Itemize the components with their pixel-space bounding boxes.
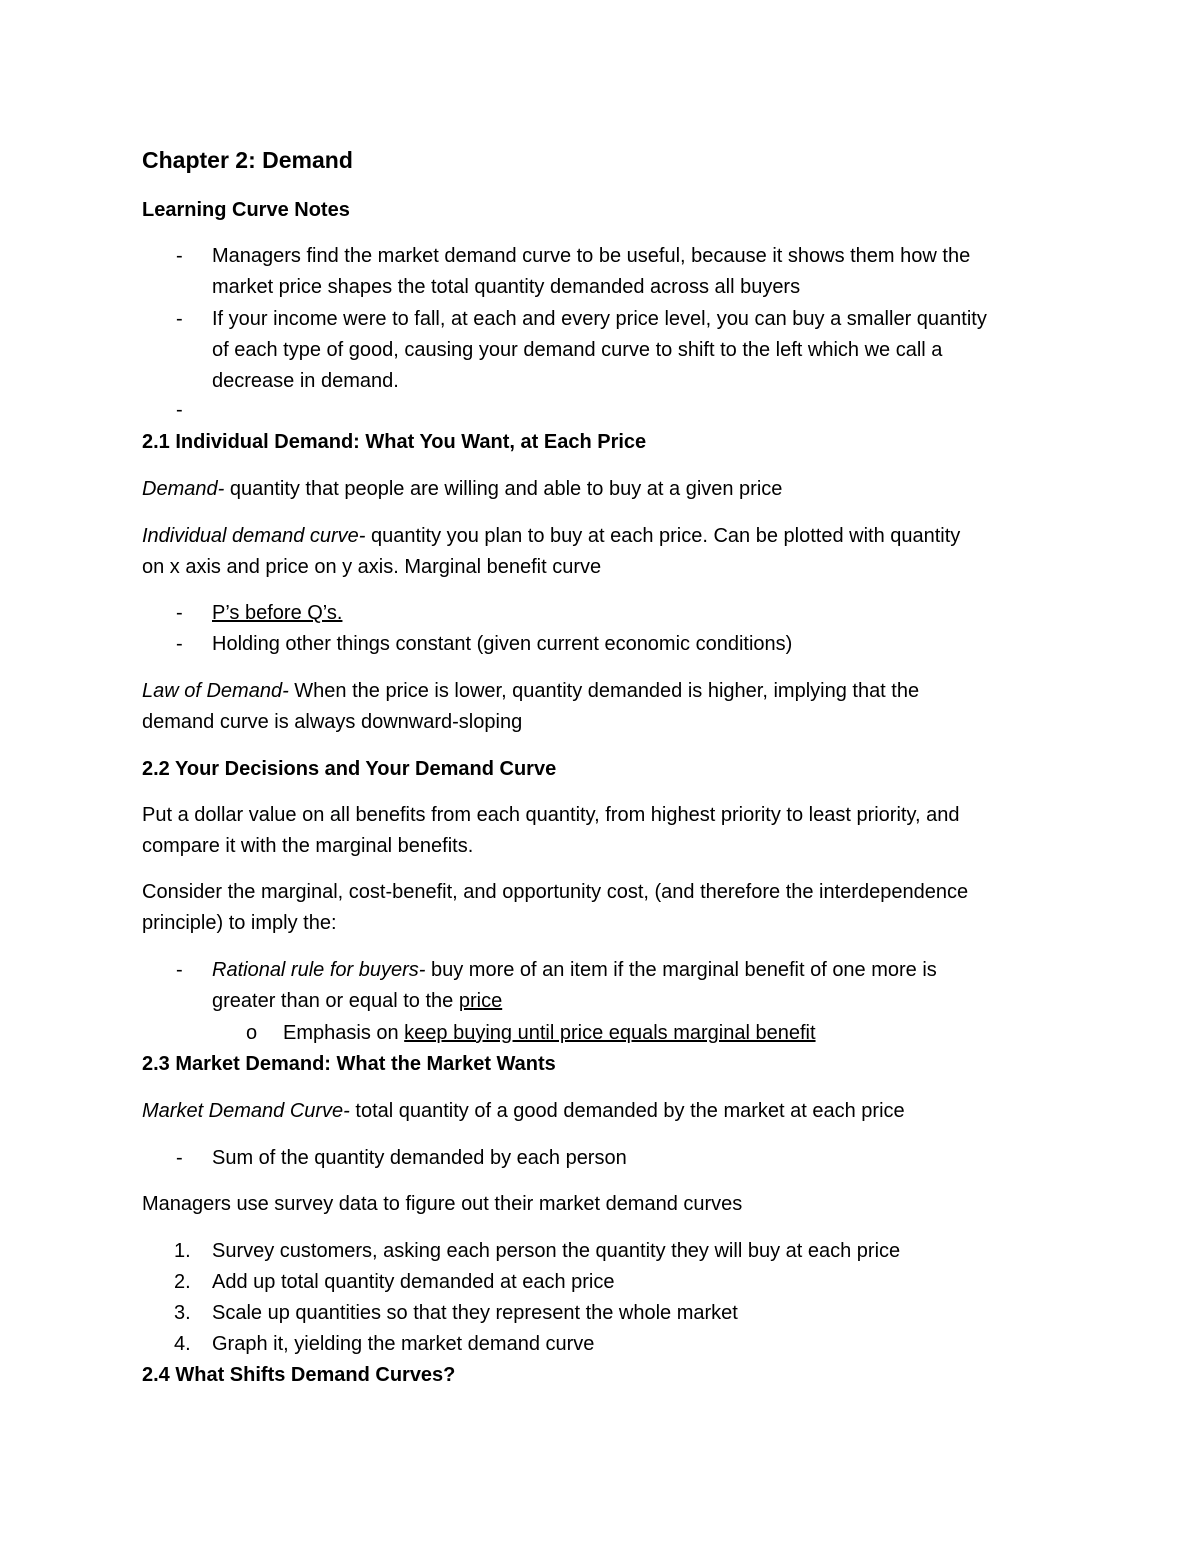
law-of-demand-line1 <box>142 679 919 703</box>
s22-p1-line1: Put a dollar value on all benefits from each quantity, from highest priority to least priority, and <box>142 804 960 826</box>
s21-bullet1: P’s before Q’s. <box>212 602 343 624</box>
lc-bullet1-line1: Managers find the market demand curve to be useful, because it shows them how the <box>212 245 971 267</box>
section-2-2-heading: 2.2 Your Decisions and Your Demand Curve <box>142 758 557 780</box>
s21-bullet2: Holding other things constant (given current economic conditions) <box>212 633 793 655</box>
rule-def2-underlined: price <box>458 990 503 1012</box>
s23-p1: Managers use survey data to figure out their market demand curves <box>142 1193 743 1215</box>
bullet-dash: - <box>176 308 183 330</box>
rule-def2: greater than or equal to the <box>212 990 459 1012</box>
demand-def: quantity that people are willing and able to buy at a given price <box>224 478 783 500</box>
bullet-dash: - <box>176 633 183 655</box>
idc-term: Individual demand curve- <box>142 525 366 547</box>
mdc-def: total quantity of a good demanded by the market at each price <box>349 1100 905 1122</box>
rule-def1: buy more of an item if the marginal benefit of one more is <box>425 959 937 981</box>
step-number: 1. <box>174 1240 191 1262</box>
idc-definition-line2: on x axis and price on y axis. Marginal benefit curve <box>142 556 602 578</box>
bullet-dash: - <box>176 602 183 624</box>
s22-p1-line2: compare it with the marginal benefits. <box>142 835 474 857</box>
step-number: 3. <box>174 1302 191 1324</box>
step-text: Scale up quantities so that they represent the whole market <box>212 1302 738 1324</box>
section-2-4-heading: 2.4 What Shifts Demand Curves? <box>142 1364 456 1386</box>
step-text: Survey customers, asking each person the quantity they will buy at each price <box>212 1240 901 1262</box>
lc-bullet2-line2: of each type of good, causing your demand curve to shift to the left which we call a <box>212 339 943 361</box>
idc-definition-line1 <box>142 524 960 548</box>
step-number: 2. <box>174 1271 191 1293</box>
bullet-dash: - <box>176 245 183 267</box>
s22-p2-line2: principle) to imply the: <box>142 912 337 934</box>
idc-def1: quantity you plan to buy at each price. Can be plotted with quantity <box>365 525 961 547</box>
bullet-dash: - <box>176 959 183 981</box>
lc-bullet2-line1: If your income were to fall, at each and every price level, you can buy a smaller quantity <box>212 308 987 330</box>
s22-p2-line1: Consider the marginal, cost-benefit, and opportunity cost, (and therefore the interdependence <box>142 881 969 903</box>
law-term: Law of Demand- <box>142 680 289 702</box>
page-title: Chapter 2: Demand <box>142 147 353 173</box>
step-text: Graph it, yielding the market demand curve <box>212 1333 595 1355</box>
s23-bullet1: Sum of the quantity demanded by each person <box>212 1147 627 1169</box>
emphasis-line <box>283 1021 816 1045</box>
step-text: Add up total quantity demanded at each price <box>212 1271 615 1293</box>
emphasis-text: Emphasis on <box>283 1022 405 1044</box>
rational-rule-line1 <box>212 958 937 982</box>
demand-definition <box>142 477 782 501</box>
mdc-definition <box>142 1099 905 1123</box>
section-2-1-heading: 2.1 Individual Demand: What You Want, at Each Price <box>142 431 647 453</box>
law-of-demand-line2: demand curve is always downward-sloping <box>142 711 523 733</box>
law-def1: When the price is lower, quantity demanded is higher, implying that the <box>288 680 920 702</box>
lc-bullet2-line3: decrease in demand. <box>212 370 399 392</box>
lc-bullet1-line2: market price shapes the total quantity demanded across all buyers <box>212 276 801 298</box>
bullet-dash-empty: - <box>176 399 183 421</box>
step-number: 4. <box>174 1333 191 1355</box>
bullet-dash: - <box>176 1147 183 1169</box>
demand-term: Demand- <box>142 478 225 500</box>
rational-rule-line2 <box>212 989 502 1013</box>
sub-bullet-circle: o <box>246 1022 258 1044</box>
section-2-3-heading: 2.3 Market Demand: What the Market Wants <box>142 1053 556 1075</box>
learning-curve-heading: Learning Curve Notes <box>142 199 350 221</box>
rule-term: Rational rule for buyers- <box>212 959 426 981</box>
mdc-term: Market Demand Curve- <box>142 1100 350 1122</box>
emphasis-underlined: keep buying until price equals marginal benefit <box>404 1022 816 1044</box>
